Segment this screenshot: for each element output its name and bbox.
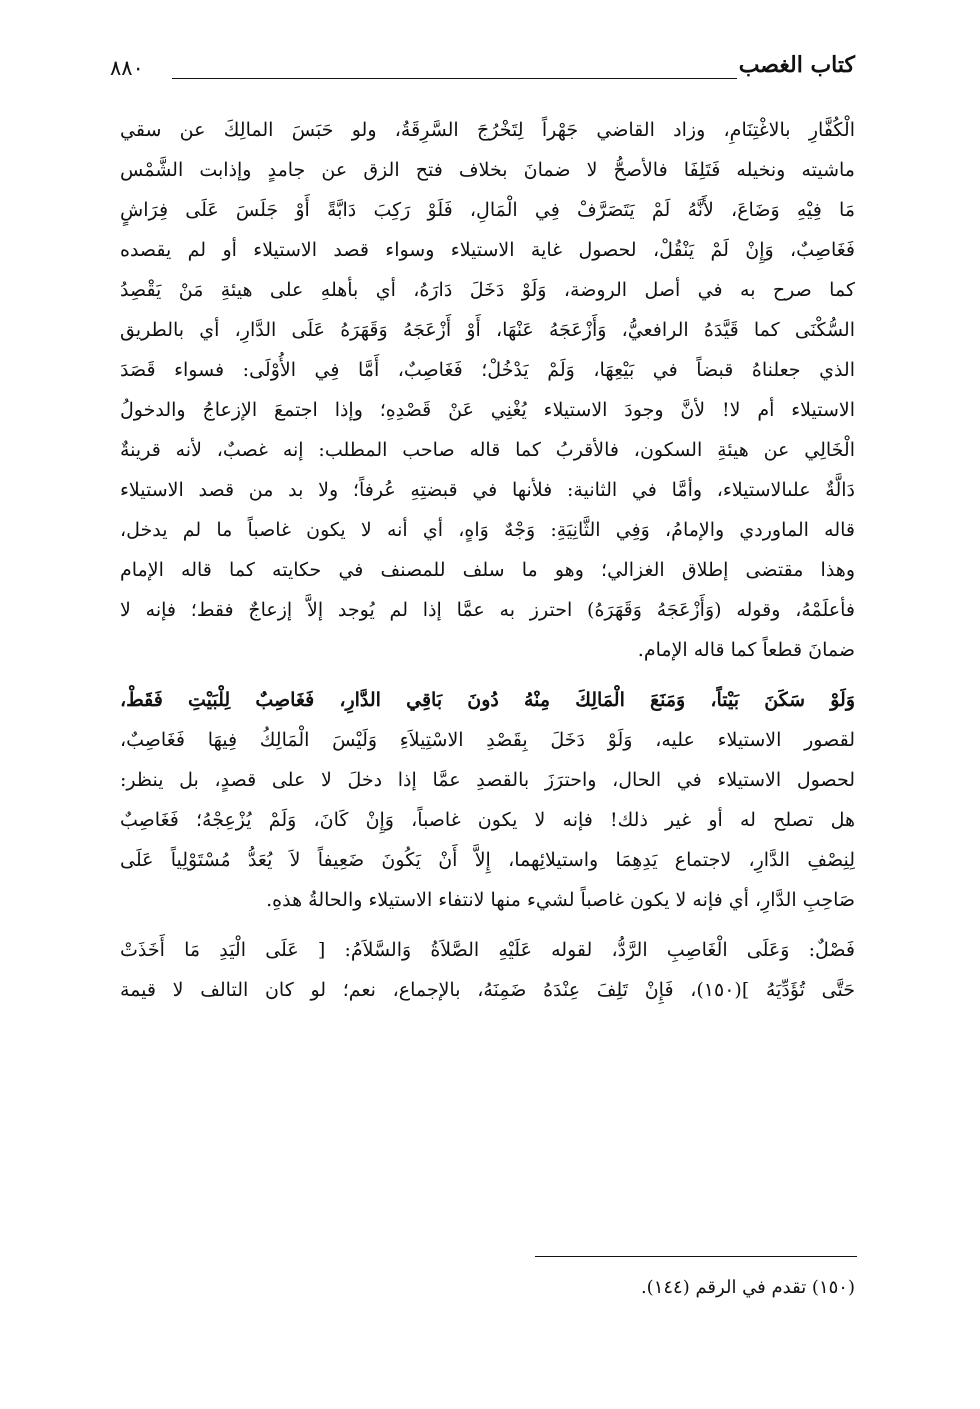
- footnote: (١٥٠) تقدم في الرقم (١٤٤).: [640, 1277, 855, 1298]
- text-line: لقصور الاستيلاء عليه، وَلَوْ دَخَلَ بِقَصْدِ الاسْتِيلاَءِ وَلَيْسَ الْمَالِكُ فِيهَا فَغَاصِبٌ،: [120, 729, 855, 751]
- text-line: هل تصلح له أو غير ذلك! فإنه لا يكون غاصباً، وَإِنْ كَانَ، وَلَمْ يُزْعِجْهُ؛ فَغَاصِبٌ: [120, 809, 855, 831]
- text-line: ضمانَ قطعاً كما قاله الإمام.: [637, 639, 855, 661]
- text-line: الْكُفَّارِ بالاغْتِنَامِ، وزاد القاضي جَهْراً لِتَخْرُجَ السَّرِقَةُ، ولو حَبَسَ المالِكَ عن سقي: [120, 119, 855, 141]
- text-line: مَا فِيْهِ وَضَاعَ، لأَنَّهُ لَمْ يَتَصَرَّفْ فِي الْمَالِ، فَلَوْ رَكِبَ دَابَّةً أَوْ جَلَسَ عَلَى فِرَاشٍ: [120, 199, 855, 221]
- text-line: حَتَّى تُؤَدِّيَهُ ](١٥٠)، فَإِنْ تَلِفَ عِنْدَهُ ضَمِنَهُ، بالإجماع، نعم؛ لو كان التالف لا قيمة: [120, 979, 855, 1001]
- page-number: ٨٨٠: [110, 56, 144, 80]
- text-line: صَاحِبِ الدَّارِ، أي فإنه لا يكون غاصباً لشيء منها لانتفاء الاستيلاء والحالةُ هذهِ.: [266, 889, 855, 911]
- chapter-title: كتاب الغصب: [738, 52, 855, 78]
- text-line: الْخَالِي عن هيئةِ السكون، فالأقربُ كما قاله صاحب المطلب: إنه غصبٌ، لأنه قرينةٌ: [120, 439, 855, 461]
- text-line: السُّكْنَى كما قَيَّدَهُ الرافعيُّ، وَأَزْعَجَهُ عَنْهَا، أَوْ أَزْعَجَهُ وَقَهَرَهُ عَلَى الدَّارِ، أي بالطريق: [120, 319, 855, 341]
- text-line: كما صرح به في أصل الروضة، وَلَوْ دَخَلَ دَارَهُ، أي بأهلهِ على هيئةِ مَنْ يَقْصِدُ: [120, 279, 855, 301]
- text-line: وَلَوْ سَكَنَ بَيْتاً، وَمَنَعَ الْمَالِكَ مِنْهُ دُونَ بَاقِي الدَّارِ، فَغَاصِبٌ لِلْبَيْتِ فَقَطْ،: [120, 689, 855, 711]
- text-line: وهذا مقتضى إطلاق الغزالي؛ وهو ما سلف للمصنف في حكايته كما قاله الإمام: [120, 559, 855, 581]
- footnote-rule: [535, 1256, 857, 1257]
- text-line: دَالَّةٌ علىالاستيلاء، وأمَّا في الثانية: فلأنها في قبضتِهِ عُرفاً؛ ولا بد من قصد الاستيلاء: [120, 479, 855, 501]
- header-rule: [172, 78, 737, 79]
- page-header: [110, 48, 855, 88]
- text-line: الذي جعلناهُ قبضاً في بَيْعِهَا، وَلَمْ يَدْخُلْ؛ فَغَاصِبٌ، أَمَّا فِي الأُوْلَى: فسواء قَصَدَ: [120, 359, 855, 381]
- text-line: الاستيلاء أم لا! لأنَّ وجودَ الاستيلاء يُغْنِي عَنْ قَصْدِهِ؛ وإذا اجتمعَ الإزعاجُ والدخولُ: [120, 399, 855, 421]
- text-line: ماشيته ونخيله فَتَلِفَا فالأصحُّ لا ضمانَ بخلاف فتح الزق عن جامدٍ وإذابت الشَّمْس: [120, 159, 855, 181]
- text-line: فأعلَمْهُ، وقوله (وَأَزْعَجَهُ وَقَهَرَهُ) احترز به عمَّا إذا لم يُوجد إلاَّ إزعاجٌ فقط؛ فإنه لا: [120, 599, 855, 621]
- text-line: فَغَاصِبٌ، وَإِنْ لَمْ يَنْقُلْ، لحصول غاية الاستيلاء وسواء قصد الاستيلاء أو لم يقصده: [120, 239, 855, 261]
- text-line: فَصْلٌ: وَعَلَى الْغَاصِبِ الرَّدُّ، لقوله عَلَيْهِ الصَّلاَةُ وَالسَّلاَمُ: [ عَلَى الْيَدِ مَا أَخَذَتْ: [120, 939, 855, 961]
- text-line: قاله الماوردي والإمامُ، وَفِي الثَّانِيَةِ: وَجْهٌ وَاهٍ، أي أنه لا يكون غاصباً ما لم يدخل،: [120, 519, 855, 541]
- text-line: لحصول الاستيلاء في الحال، واحترَزَ بالقصدِ عمَّا إذا دخلَ لا على قصدٍ، بل ينظر:: [120, 769, 855, 791]
- text-line: لِنِصْفِ الدَّارِ، لاجتماع يَدِهِمَا واستيلائِهما، إِلاَّ أَنْ يَكُونَ ضَعِيفاً لاَ يُعَدُّ مُسْتَوْلِياً عَلَى: [120, 849, 855, 871]
